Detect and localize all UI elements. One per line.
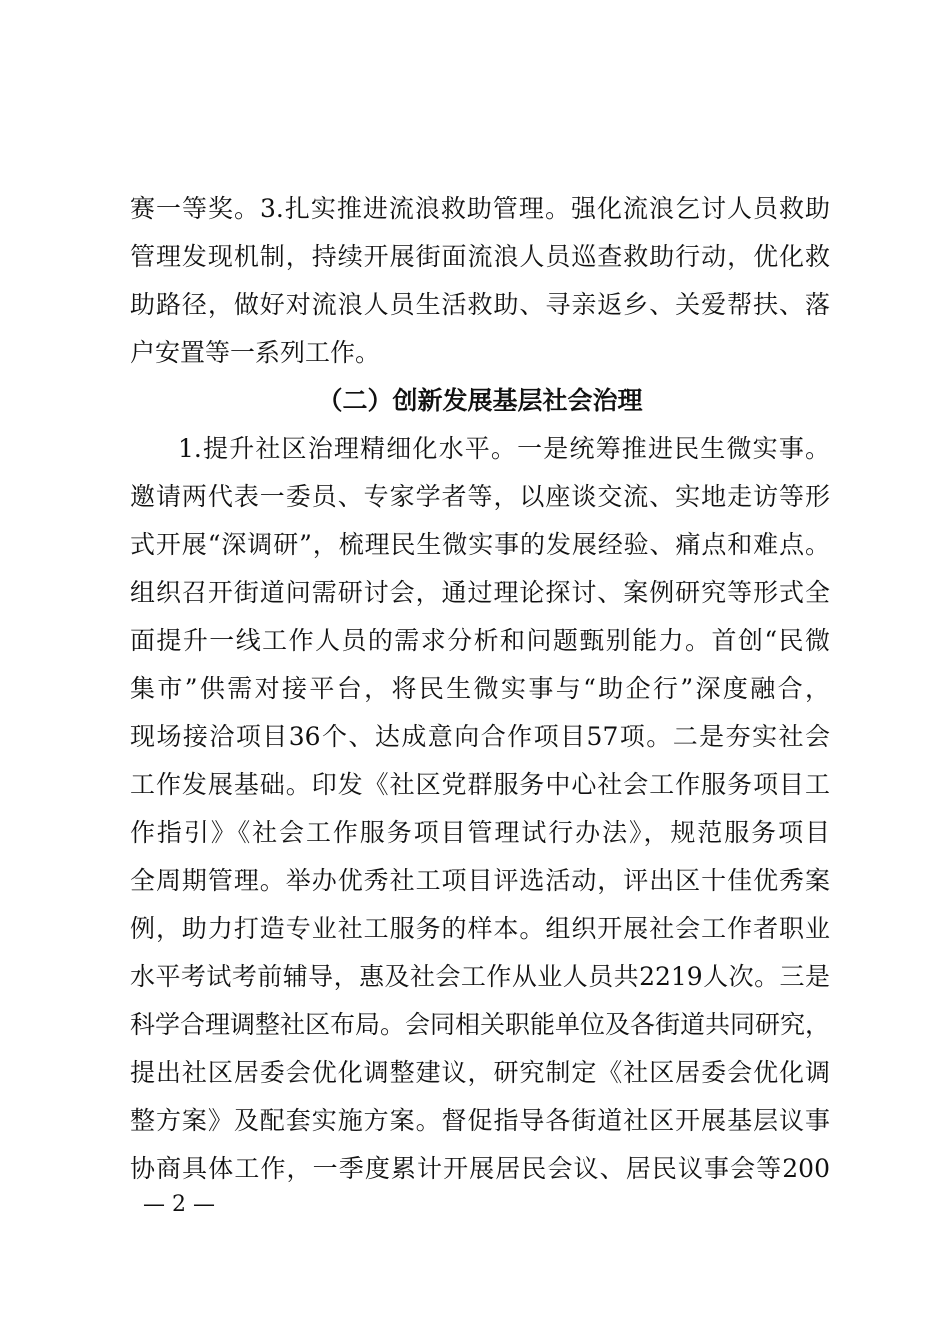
body-line-11: 集市”供需对接平台，将民生微实事与“助企行”深度融合，: [130, 674, 830, 703]
body-line-14: 作指引》《社会工作服务项目管理试行办法》，规范服务项目: [130, 818, 830, 847]
body-line-1: 赛一等奖。3.扎实推进流浪救助管理。强化流浪乞讨人员救助: [130, 194, 830, 223]
body-line-10: 面提升一线工作人员的需求分析和问题甄别能力。首创“民微: [130, 626, 830, 655]
section-heading: （二）创新发展基层社会治理: [317, 386, 643, 415]
body-line-20: 整方案》及配套实施方案。督促指导各街道社区开展基层议事: [130, 1106, 830, 1135]
body-line-8: 式开展“深调研”，梳理民生微实事的发展经验、痛点和难点。: [130, 530, 830, 559]
page-number: — 2 —: [143, 1192, 215, 1217]
body-line-19: 提出社区居委会优化调整建议，研究制定《社区居委会优化调: [130, 1058, 830, 1087]
body-line-18: 科学合理调整社区布局。会同相关职能单位及各街道共同研究，: [130, 1010, 831, 1039]
body-line-21: 协商具体工作，一季度累计开展居民会议、居民议事会等200: [130, 1154, 830, 1183]
body-line-13: 工作发展基础。印发《社区党群服务中心社会工作服务项目工: [130, 770, 830, 799]
body-line-7: 邀请两代表一委员、专家学者等，以座谈交流、实地走访等形: [130, 482, 830, 511]
body-line-3: 助路径，做好对流浪人员生活救助、寻亲返乡、关爱帮扶、落: [130, 290, 830, 319]
body-line-9: 组织召开街道问需研讨会，通过理论探讨、案例研究等形式全: [130, 578, 830, 607]
body-line-2: 管理发现机制，持续开展街面流浪人员巡查救助行动，优化救: [130, 242, 830, 271]
body-line-17: 水平考试考前辅导，惠及社会工作从业人员共2219人次。三是: [130, 962, 830, 991]
body-line-4: 户安置等一系列工作。: [130, 338, 381, 367]
body-line-15: 全周期管理。举办优秀社工项目评选活动，评出区十佳优秀案: [130, 866, 830, 895]
body-line-12: 现场接洽项目36个、达成意向合作项目57项。二是夯实社会: [130, 722, 830, 751]
body-line-6: 1.提升社区治理精细化水平。一是统筹推进民生微实事。: [178, 434, 830, 463]
body-line-16: 例，助力打造专业社工服务的样本。组织开展社会工作者职业: [130, 914, 830, 943]
